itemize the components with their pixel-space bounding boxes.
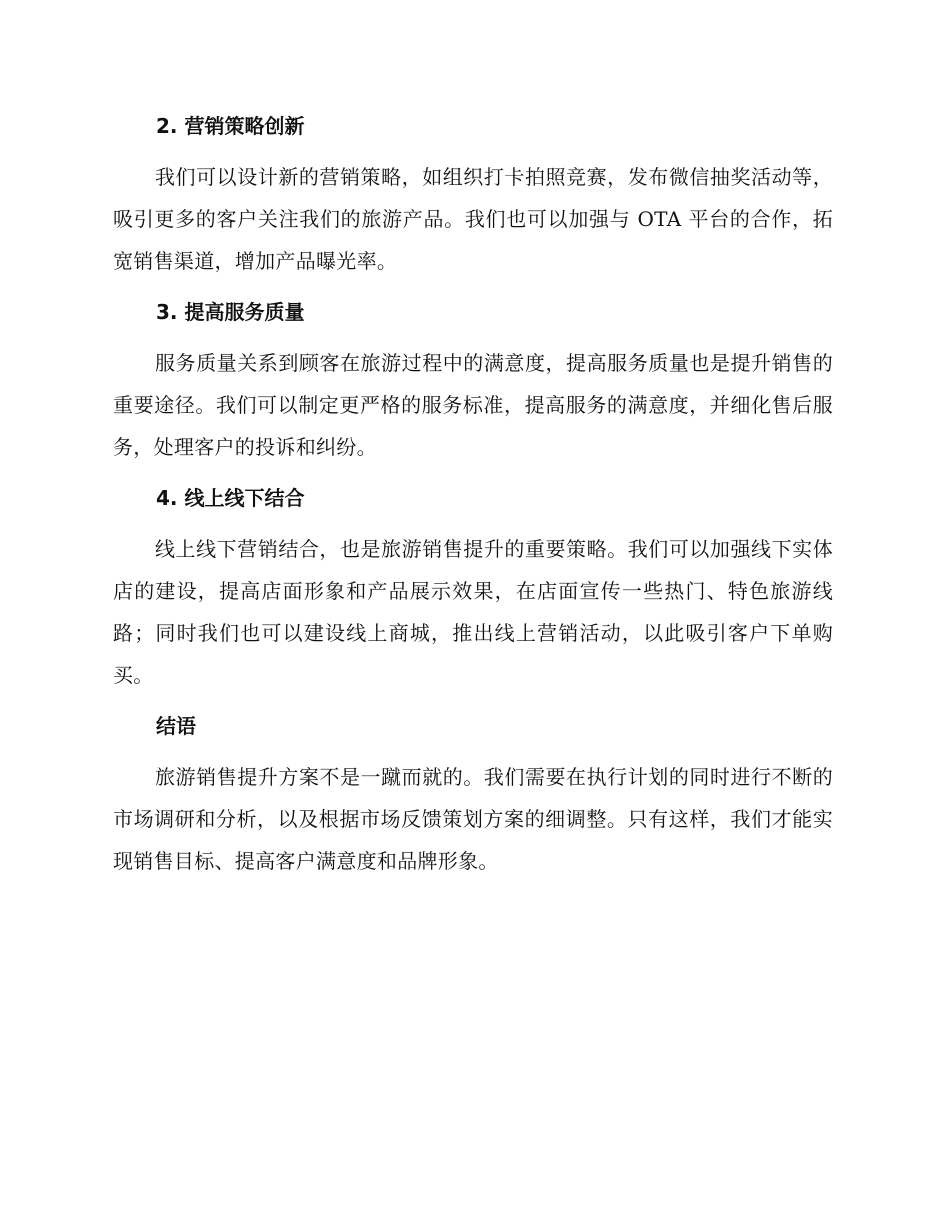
section-heading: 3. 提高服务质量 bbox=[156, 300, 305, 324]
section-paragraph: 旅游销售提升方案不是一蹴而就的。我们需要在执行计划的同时进行不断的市场调研和分析，以及根据市场反馈策划方案的细调整。只有这样，我们才能实现销售目标、提高客户满意度和品牌形象。 bbox=[113, 765, 833, 873]
section-heading: 2. 营销策略创新 bbox=[156, 114, 305, 138]
section-service-quality bbox=[113, 290, 833, 468]
section-heading: 4. 线上线下结合 bbox=[156, 486, 305, 510]
document-body bbox=[113, 104, 833, 890]
section-heading: 结语 bbox=[156, 714, 196, 738]
section-paragraph: 我们可以设计新的营销策略，如组织打卡拍照竞赛，发布微信抽奖活动等，吸引更多的客户关注我们的旅游产品。我们也可以加强与 OTA 平台的合作，拓宽销售渠道，增加产品曝光率。 bbox=[113, 165, 833, 273]
section-paragraph: 服务质量关系到顾客在旅游过程中的满意度，提高服务质量也是提升销售的重要途径。我们可以制定更严格的服务标准，提高服务的满意度，并细化售后服务，处理客户的投诉和纠纷。 bbox=[113, 351, 833, 459]
section-online-offline bbox=[113, 476, 833, 696]
section-conclusion bbox=[113, 704, 833, 882]
section-paragraph: 线上线下营销结合，也是旅游销售提升的重要策略。我们可以加强线下实体店的建设，提高店面形象和产品展示效果，在店面宣传一些热门、特色旅游线路；同时我们也可以建设线上商城，推出线上营销活动，以此吸引客户下单购买。 bbox=[113, 537, 833, 687]
section-marketing-strategy bbox=[113, 104, 833, 282]
